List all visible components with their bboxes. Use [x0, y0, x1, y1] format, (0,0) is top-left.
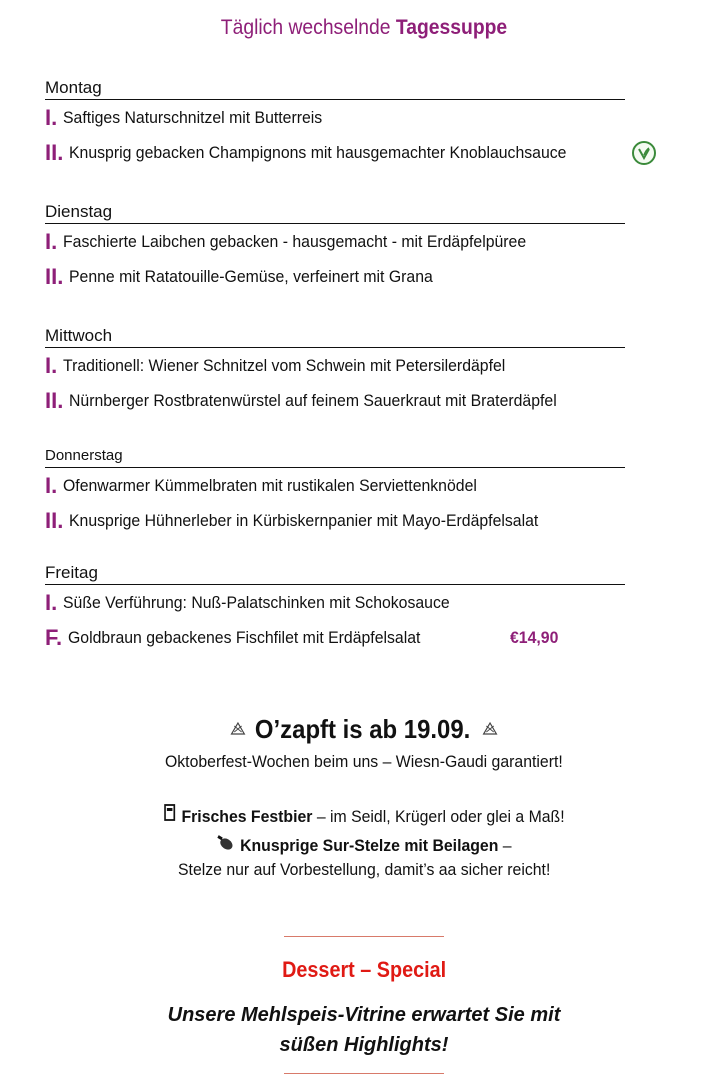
menu-item	[45, 348, 625, 383]
item-mark: I.	[45, 104, 58, 130]
item-text: Goldbraun gebackenes Fischfilet mit Erdäpfelsalat	[68, 627, 421, 647]
menu-item	[45, 383, 625, 418]
item-mark: II.	[45, 139, 64, 165]
item-text: Knusprig gebacken Champignons mit hausgemachter Knoblauchsauce	[69, 142, 567, 162]
item-mark: I.	[45, 228, 58, 254]
day-heading: Dienstag	[45, 202, 625, 224]
page-title	[29, 16, 699, 40]
item-text: Nürnberger Rostbratenwürstel auf feinem Sauerkraut mit Braterdäpfel	[69, 390, 558, 410]
title-normal: Täglich wechselnde	[220, 16, 391, 39]
stelze-icon	[217, 836, 240, 855]
dessert-line-2: süßen Highlights!	[279, 1034, 449, 1056]
pretzel-icon	[481, 725, 499, 742]
day-section-montag	[45, 78, 625, 170]
menu-item	[45, 468, 625, 503]
menu-item	[45, 503, 625, 538]
menu-item	[45, 585, 625, 620]
dessert-title: Dessert – Special	[281, 957, 446, 982]
menu-item	[45, 620, 625, 655]
item-mark: I.	[45, 472, 58, 498]
item-mark: I.	[45, 589, 58, 615]
item-mark: F.	[45, 624, 63, 650]
menu-item	[45, 224, 625, 259]
item-text: Ofenwarmer Kümmelbraten mit rustikalen Serviettenknödel	[63, 475, 478, 495]
stelze-note: Stelze nur auf Vorbestellung, damit’s aa sicher reicht!	[177, 860, 551, 879]
dessert-line-1: Unsere Mehlspeis-Vitrine erwartet Sie mit	[167, 1004, 561, 1026]
day-section-dienstag	[45, 202, 625, 294]
day-section-freitag	[45, 563, 625, 655]
item-text: Faschierte Laibchen gebacken - hausgemacht - mit Erdäpfelpüree	[63, 231, 527, 251]
day-heading: Freitag	[45, 563, 625, 585]
pretzel-icon	[229, 725, 251, 742]
item-mark: II.	[45, 507, 64, 533]
vegetarian-icon	[632, 141, 656, 165]
oktoberfest-subtitle: Oktoberfest-Wochen beim uns – Wiesn-Gaudi garantiert!	[165, 752, 563, 771]
item-mark: I.	[45, 352, 58, 378]
menu-item	[45, 100, 625, 135]
festbier-line: Frisches Festbier – im Seidl, Krügerl oder glei a Maß!	[0, 804, 728, 827]
day-section-mittwoch	[45, 326, 625, 418]
item-text: Knusprige Hühnerleber in Kürbiskernpanier mit Mayo-Erdäpfelsalat	[69, 510, 539, 530]
item-price: €14,90	[510, 627, 559, 647]
menu-item	[45, 259, 625, 294]
item-text: Saftiges Naturschnitzel mit Butterreis	[63, 107, 323, 127]
day-heading: Donnerstag	[45, 446, 625, 468]
beer-mug-icon	[164, 807, 181, 826]
item-text: Penne mit Ratatouille-Gemüse, verfeinert mit Grana	[69, 266, 434, 286]
menu-item	[45, 135, 625, 170]
oktoberfest-title: O’zapft is ab 19.09.	[0, 714, 728, 745]
day-heading: Mittwoch	[45, 326, 625, 348]
stelze-line: Knusprige Sur-Stelze mit Beilagen –	[0, 835, 728, 856]
day-section-donnerstag	[45, 446, 625, 538]
divider	[284, 936, 444, 937]
title-bold: Tagessuppe	[395, 16, 508, 39]
item-text: Süße Verführung: Nuß-Palatschinken mit Schokosauce	[63, 592, 450, 612]
day-heading: Montag	[45, 78, 625, 100]
item-text: Traditionell: Wiener Schnitzel vom Schwein mit Petersilerdäpfel	[63, 355, 506, 375]
divider	[284, 1073, 444, 1074]
item-mark: II.	[45, 387, 64, 413]
item-mark: II.	[45, 263, 64, 289]
